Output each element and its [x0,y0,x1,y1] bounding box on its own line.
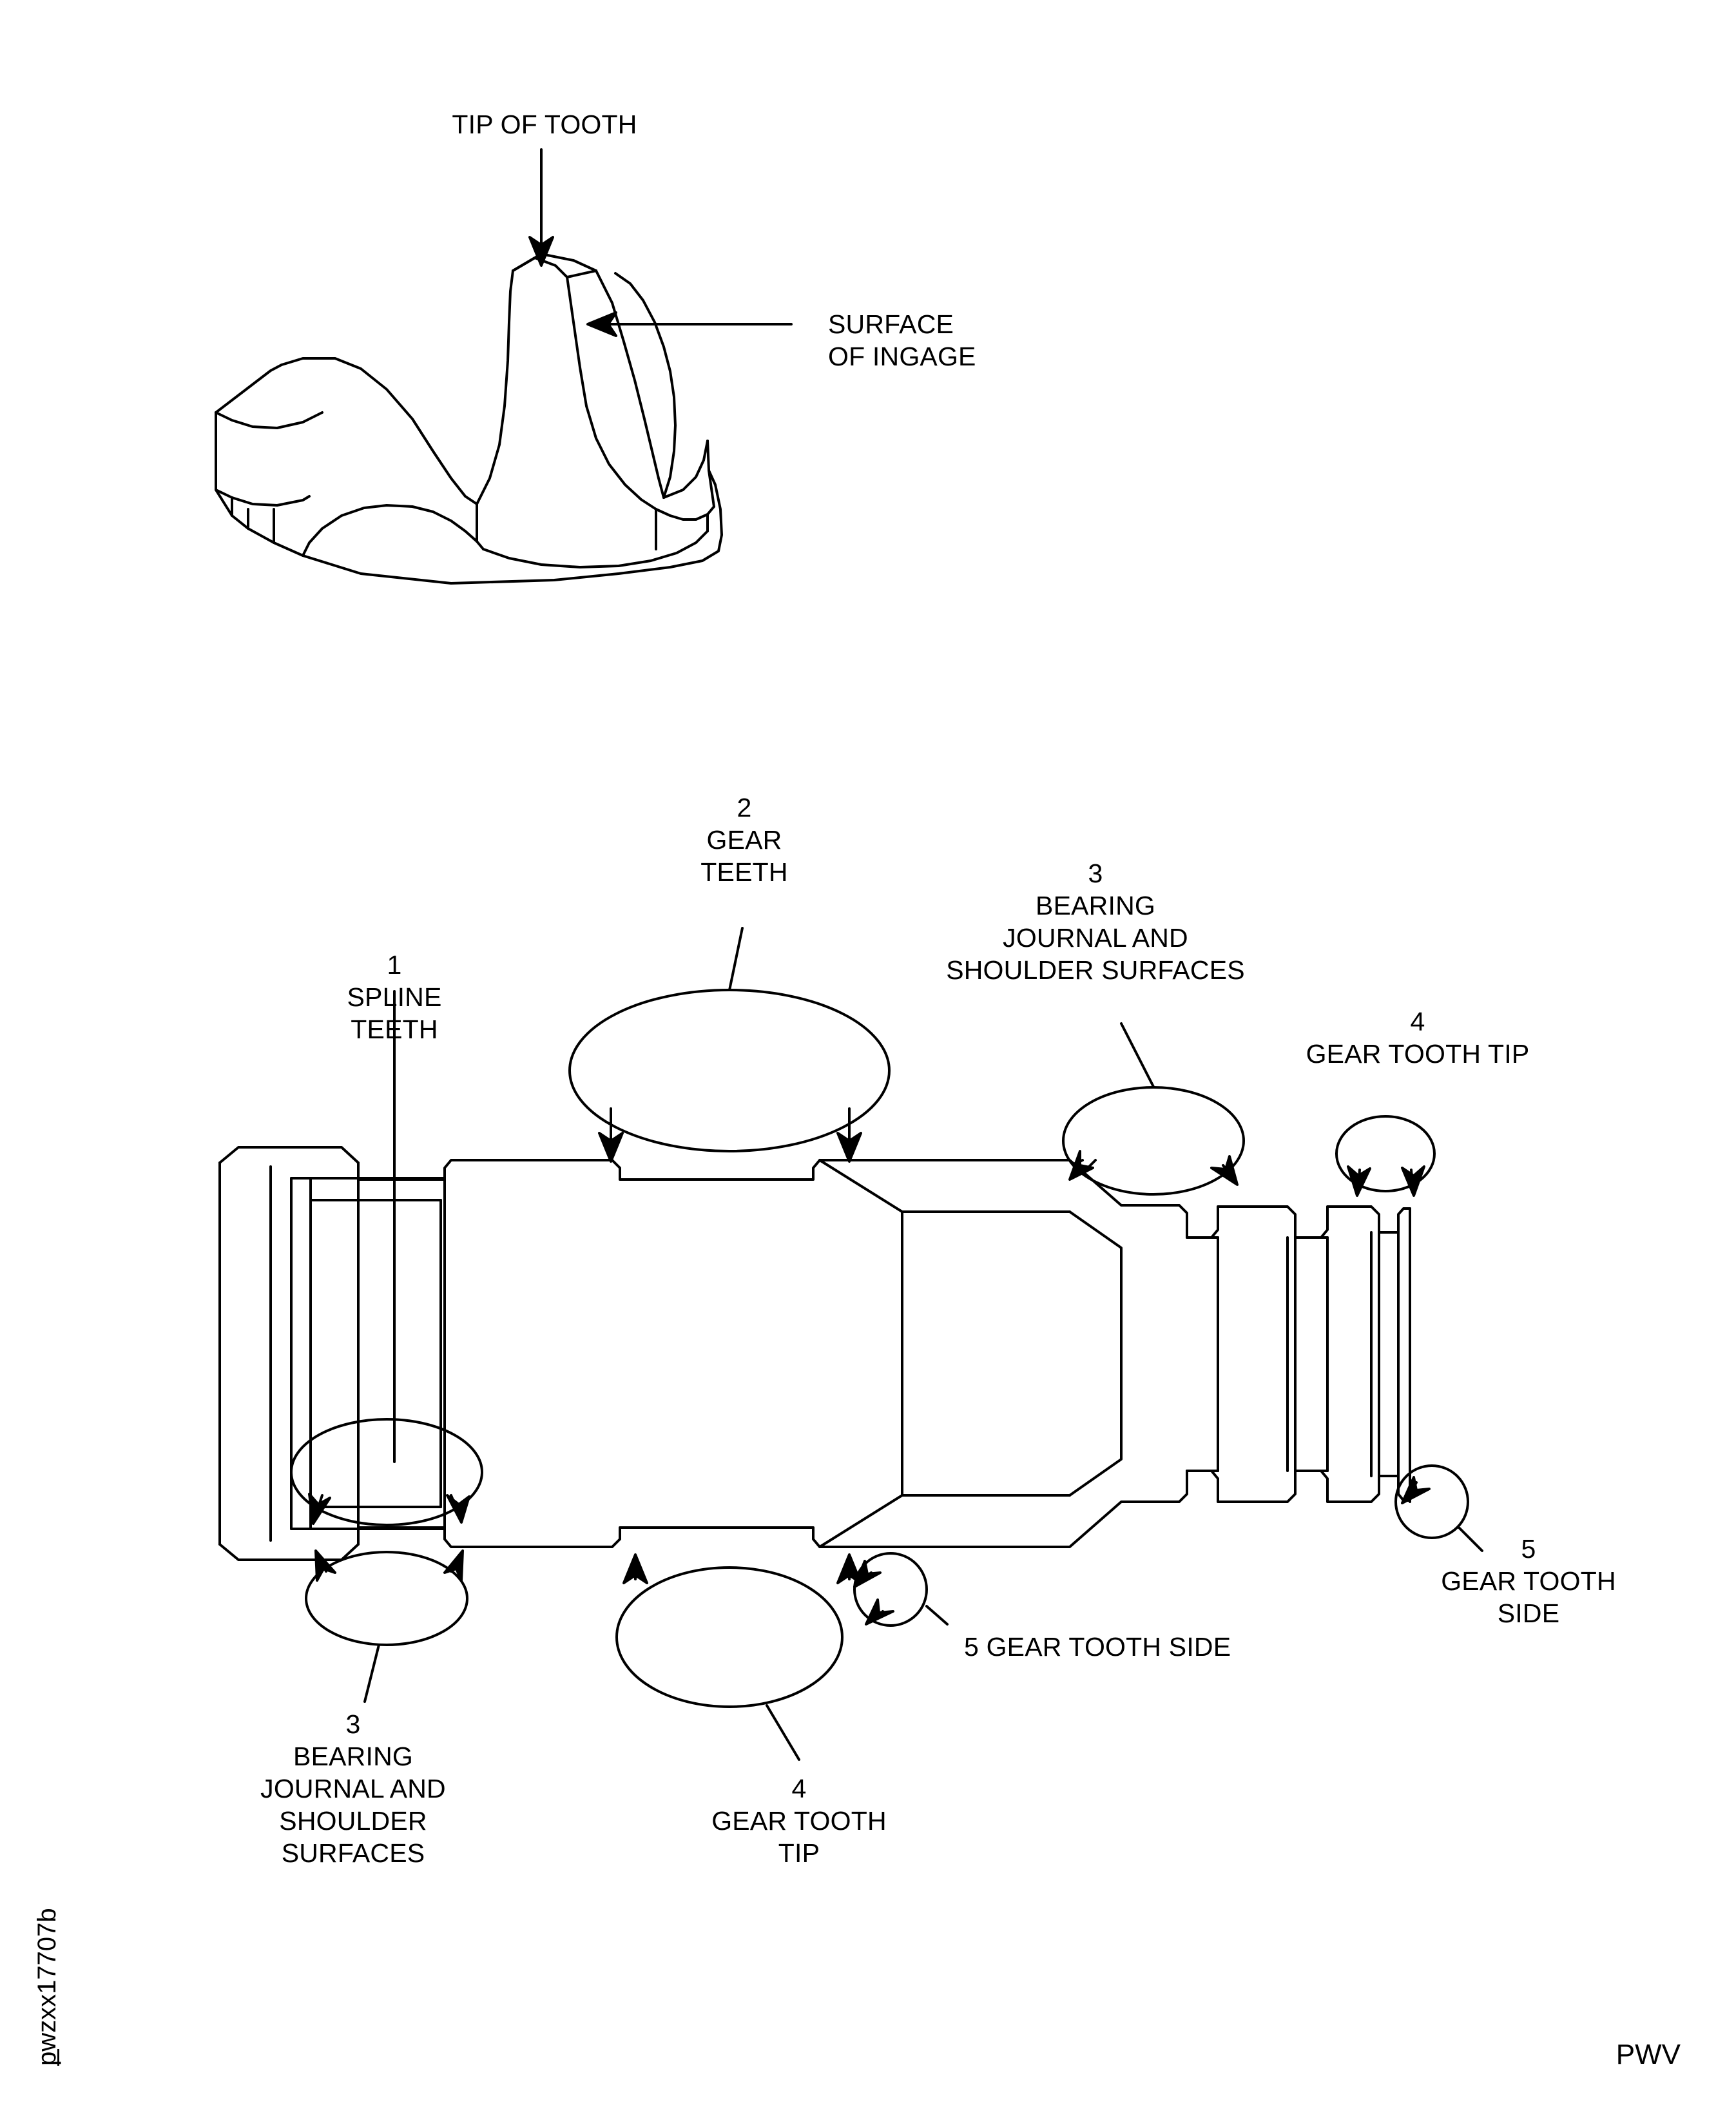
callout-4-bottom-line1: GEAR TOOTH [711,1806,887,1836]
top-view-leaders [530,150,791,336]
callout-ellipses [291,990,1468,1707]
callout-4-bottom-line2: TIP [778,1838,820,1868]
label-tip-of-tooth: TIP OF TOOTH [452,110,637,139]
drawing-code: pwzxx17707b [33,1908,61,2066]
callout-4-top-number: 4 [1410,1007,1425,1036]
callout-3-top-number: 3 [1088,859,1103,888]
label-surface-of-ingage-line1: SURFACE [828,309,954,339]
callout-1-number: 1 [387,950,402,980]
callout-1-line2: TEETH [351,1015,438,1044]
doc-code: PWV [1615,2039,1681,2070]
callout-3-top-line2: JOURNAL AND [1003,923,1188,953]
shaft-cross-section [220,1147,1410,1560]
callout-5-right-line2: SIDE [1497,1598,1560,1628]
callout-5-right-number: 5 [1521,1534,1536,1564]
callout-3-bottom-line2: JOURNAL AND [260,1774,446,1803]
callout-3-bottom-line1: BEARING [293,1742,413,1771]
callout-3-top-line3: SHOULDER SURFACES [946,955,1245,985]
callout-1-line1: SPLINE [347,982,442,1012]
callout-2-line1: GEAR [706,825,782,855]
callout-3-bottom-line4: SURFACES [281,1838,425,1868]
callout-3-bottom-number: 3 [345,1709,361,1739]
callout-2-number: 2 [737,793,752,822]
tooth-detail-illustration [216,254,722,583]
callout-2-line2: TEETH [700,857,788,887]
callout-3-bottom-line3: SHOULDER [279,1806,427,1836]
label-surface-of-ingage-line2: OF INGAGE [828,342,976,371]
callout-5-right-line1: GEAR TOOTH [1441,1566,1616,1596]
callout-3-top-line1: BEARING [1036,891,1155,920]
callout-4-bottom-number: 4 [791,1774,807,1803]
callout-5-bottom-line1: 5 GEAR TOOTH SIDE [964,1632,1231,1662]
callout-4-top-line1: GEAR TOOTH TIP [1306,1039,1530,1069]
